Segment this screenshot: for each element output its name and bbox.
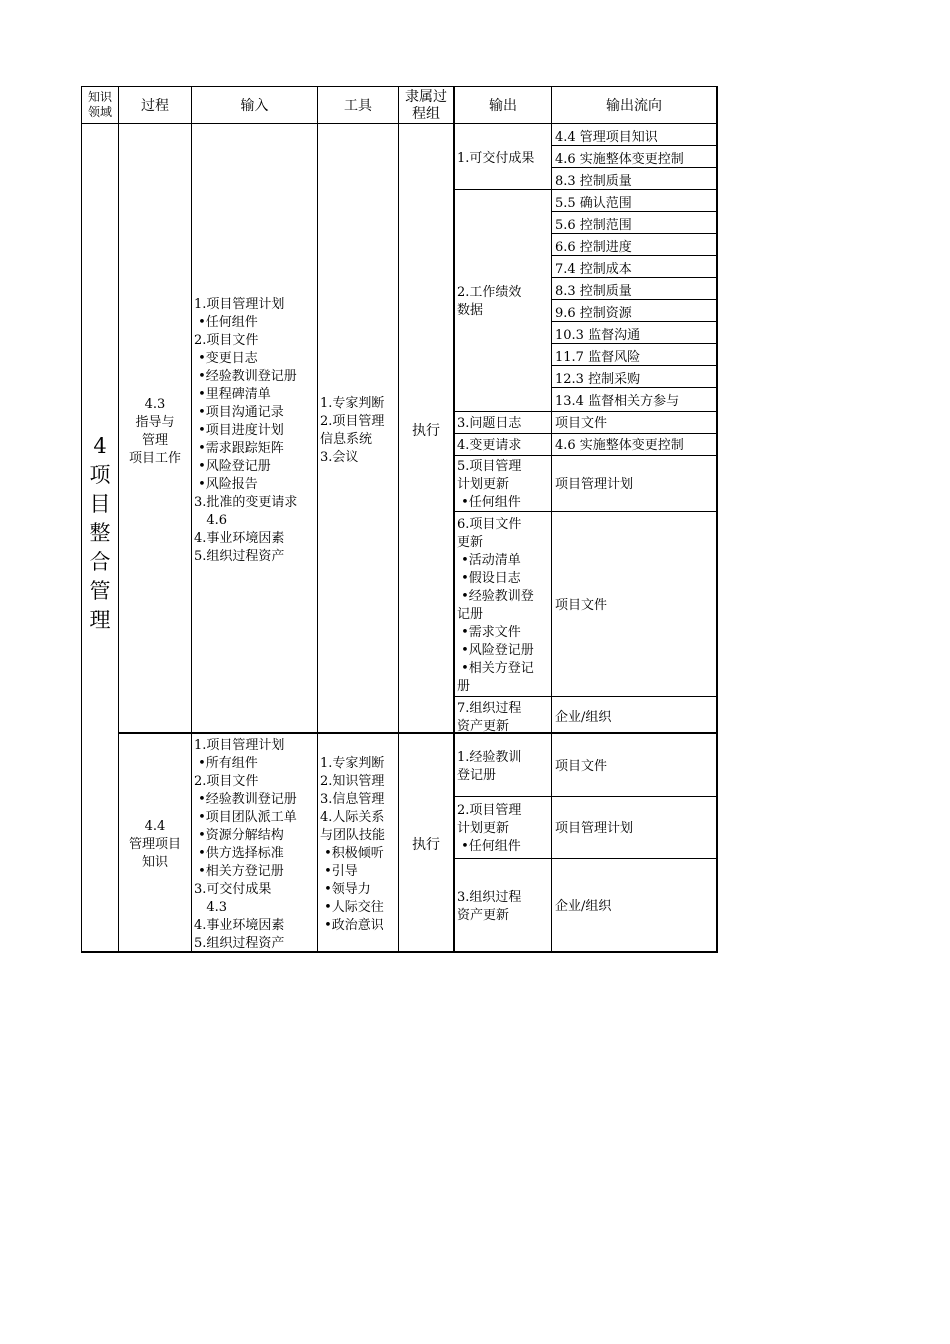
header-input: 输入	[240, 98, 269, 114]
flow-4-3-2-1: 5.5 确认范围	[555, 196, 632, 211]
output-4-3-3: 3.问题日志	[457, 416, 522, 431]
flow-4-4-3-1: 企业/组织	[555, 899, 612, 914]
flow-4-3-2-2: 5.6 控制范围	[555, 218, 632, 233]
flow-4-3-1-1: 4.4 管理项目知识	[555, 130, 658, 145]
output-4-3-5: 5.项目管理 计划更新 •任何组件	[457, 459, 522, 510]
flow-4-3-2-5: 8.3 控制质量	[555, 284, 632, 299]
output-4-3-2: 2.工作绩效 数据	[457, 285, 522, 318]
flow-4-3-2-10: 13.4 监督相关方参与	[555, 394, 680, 409]
output-4-3-1: 1.可交付成果	[457, 151, 535, 166]
process-4-3: 4.3 指导与 管理 项目工作	[128, 397, 181, 466]
table-border-right	[716, 86, 718, 953]
inputs-4-4: 1.项目管理计划 •所有组件 2.项目文件 •经验教训登记册 •项目团队派工单 •资源分解结构 •供方选择标准 •相关方登记册 3.可交付成果 4.3 4.事业环境因素 5.组织过程资产	[194, 738, 297, 951]
output-4-4-3: 3.组织过程 资产更新	[457, 890, 522, 923]
flow-4-3-2-6: 9.6 控制资源	[555, 306, 632, 321]
header-divider	[81, 123, 718, 124]
group-4-3: 执行	[412, 423, 440, 439]
output-4-3-7: 7.组织过程 资产更新	[457, 701, 522, 734]
flow-4-3-2-9: 12.3 控制采购	[555, 372, 641, 387]
process-divider	[118, 732, 718, 734]
flow-4-4-1-1: 项目文件	[555, 759, 608, 774]
flow-4-3-6-1: 项目文件	[555, 598, 608, 613]
inputs-4-3: 1.项目管理计划 •任何组件 2.项目文件 •变更日志 •经验教训登记册 •里程碑清单 •项目沟通记录 •项目进度计划 •需求跟踪矩阵 •风险登记册 •风险报告 3.批准的变更请求 4.6 4.事业环境因素 5.组织过程资产	[194, 297, 298, 564]
group-4-4: 执行	[412, 837, 440, 853]
flow-4-3-2-7: 10.3 监督沟通	[555, 328, 641, 343]
flow-4-3-4-1: 4.6 实施整体变更控制	[555, 438, 684, 453]
header-process: 过程	[141, 98, 169, 114]
header-area: 知识 领域	[87, 90, 112, 119]
flow-4-4-2-1: 项目管理计划	[555, 821, 634, 836]
output-4-3-6: 6.项目文件 更新 •活动清单 •假设日志 •经验教训登 记册 •需求文件 •风险登记册 •相关方登记 册	[457, 517, 534, 694]
knowledge-area-label: 4 项 目 整 合 管 理	[89, 434, 111, 632]
flow-4-3-3-1: 项目文件	[555, 416, 608, 431]
flow-4-3-5-1: 项目管理计划	[555, 477, 634, 492]
output-4-3-4: 4.变更请求	[457, 438, 522, 453]
table-border-bottom	[81, 951, 718, 953]
flow-4-3-1-3: 8.3 控制质量	[555, 174, 632, 189]
table-border-top	[81, 86, 718, 87]
flow-4-3-1-2: 4.6 实施整体变更控制	[555, 152, 684, 167]
tools-4-4: 1.专家判断 2.知识管理 3.信息管理 4.人际关系 与团队技能 •积极倾听 •引导 •领导力 •人际交往 •政治意识	[320, 756, 386, 933]
header-flow: 输出流向	[606, 98, 662, 114]
tools-4-3: 1.专家判断 2.项目管理 信息系统 3.会议	[320, 396, 385, 465]
header-group: 隶属过 程组	[405, 89, 447, 122]
flow-4-3-7-1: 企业/组织	[555, 710, 612, 725]
output-4-4-2: 2.项目管理 计划更新 •任何组件	[457, 803, 522, 854]
flow-4-3-2-4: 7.4 控制成本	[555, 262, 632, 277]
flow-4-3-2-3: 6.6 控制进度	[555, 240, 632, 255]
output-4-4-1: 1.经验教训 登记册	[457, 750, 522, 783]
flow-4-3-2-8: 11.7 监督风险	[555, 350, 641, 365]
header-tools: 工具	[344, 98, 372, 114]
process-4-4: 4.4 管理项目 知识	[128, 819, 181, 870]
header-output: 输出	[489, 98, 517, 114]
